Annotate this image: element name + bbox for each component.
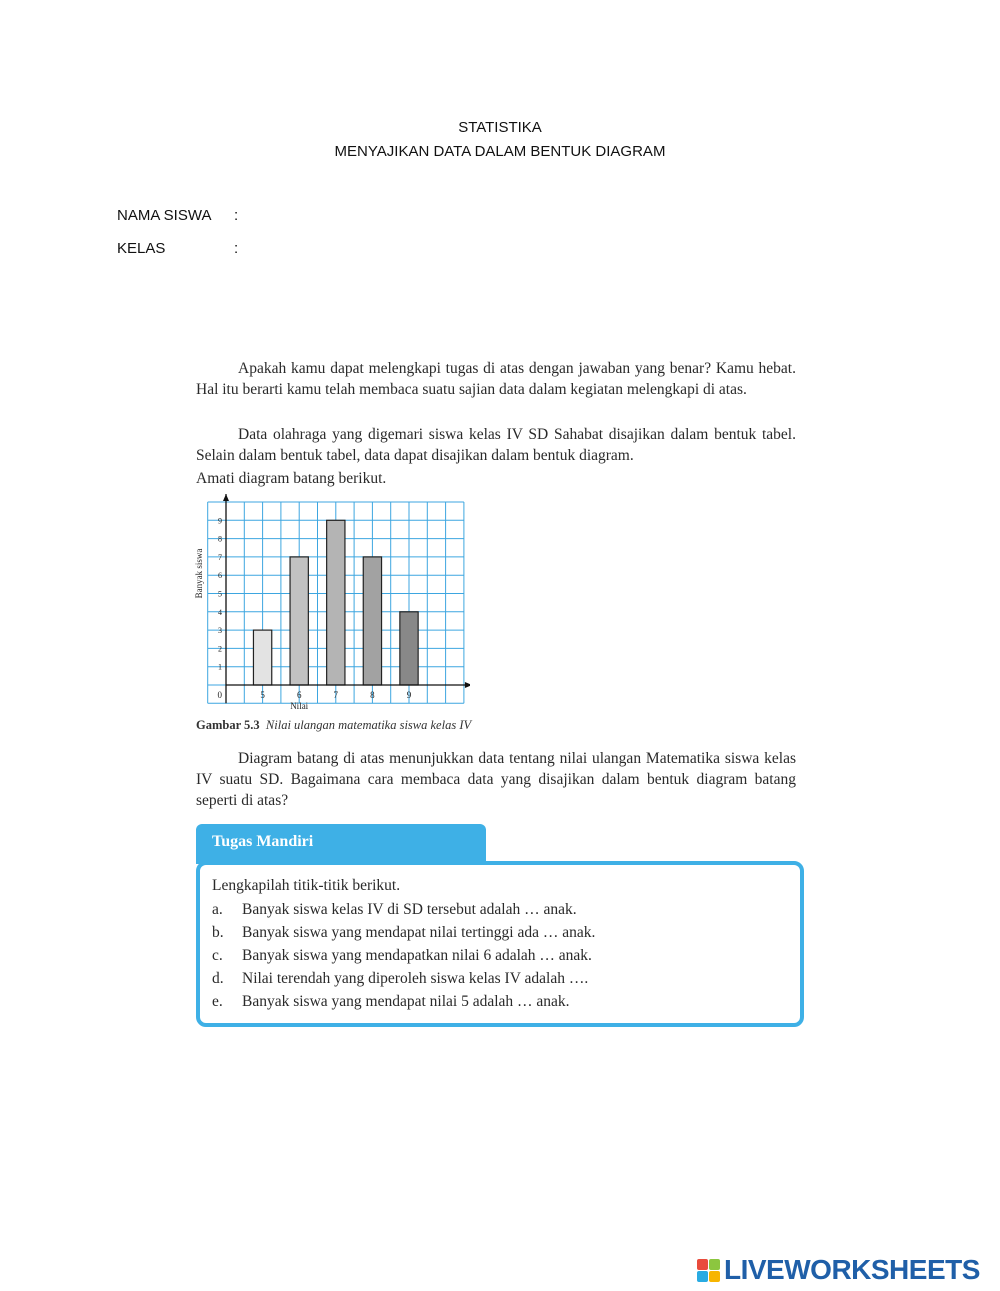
y-tick-label: 5 xyxy=(218,589,222,599)
x-axis-title: Nilai xyxy=(290,701,309,711)
field-colon-nama-siswa: : xyxy=(234,207,239,224)
page-title: STATISTIKA xyxy=(458,119,542,136)
task-item-e xyxy=(212,993,570,1011)
liveworksheets-logo-icon xyxy=(697,1259,720,1282)
task-item-letter: c. xyxy=(212,947,223,964)
task-item-c xyxy=(212,947,592,965)
paragraph-intro-text: Apakah kamu dapat melengkapi tugas di atas dengan jawaban yang benar? Kamu hebat. Hal itu berarti kamu telah membaca suatu sajian data dalam kegiatan melengkapi di atas. xyxy=(196,360,796,398)
paragraph-intro xyxy=(196,358,796,400)
x-tick-label: 6 xyxy=(296,690,302,700)
task-intro: Lengkapilah titik-titik berikut. xyxy=(212,877,401,894)
liveworksheets-logo-text: LIVEWORKSHEETS xyxy=(724,1254,980,1285)
y-tick-label: 6 xyxy=(218,571,222,581)
task-item-text: Banyak siswa yang mendapat nilai 5 adalah … anak. xyxy=(242,993,570,1010)
paragraph-observe: Amati diagram batang berikut. xyxy=(196,470,387,487)
y-tick-label: 7 xyxy=(218,552,222,562)
y-axis-arrow xyxy=(223,494,229,501)
y-tick-label: 3 xyxy=(218,626,222,636)
task-item-letter: d. xyxy=(212,970,224,987)
paragraph-data-text: Data olahraga yang digemari siswa kelas IV SD Sahabat disajikan dalam bentuk tabel. Selain dalam bentuk tabel, data dapat disajikan dalam bentuk diagram. xyxy=(196,426,796,464)
x-tick-label: 8 xyxy=(370,690,375,700)
figure-caption-text: Nilai ulangan matematika siswa kelas IV xyxy=(265,718,472,732)
task-tab-label: Tugas Mandiri xyxy=(212,833,314,850)
task-item-text: Banyak siswa yang mendapat nilai tertinggi ada … anak. xyxy=(242,924,596,941)
chart-bar-7 xyxy=(327,520,345,685)
paragraph-data xyxy=(196,424,796,466)
task-item-b xyxy=(212,924,595,942)
paragraph-explain-text: Diagram batang di atas menunjukkan data tentang nilai ulangan Matematika siswa kelas IV suatu SD. Bagaimana cara membaca data yang disajikan dalam bentuk diagram batang seperti di atas? xyxy=(196,750,796,809)
bar-chart xyxy=(190,492,470,714)
figure-caption-label: Gambar 5.3 xyxy=(196,718,260,732)
y-tick-label: 8 xyxy=(218,534,222,544)
task-box xyxy=(196,861,804,1027)
chart-bar-5 xyxy=(253,630,271,685)
field-label-nama-siswa: NAMA SISWA xyxy=(117,207,212,224)
task-item-letter: a. xyxy=(212,901,223,918)
bar-chart-svg xyxy=(190,492,470,714)
chart-bar-6 xyxy=(290,557,308,685)
x-tick-label: 7 xyxy=(333,690,339,700)
chart-bar-9 xyxy=(400,612,418,685)
y-tick-label: 2 xyxy=(218,644,222,654)
y-tick-label: 1 xyxy=(218,662,222,672)
page-subtitle: MENYAJIKAN DATA DALAM BENTUK DIAGRAM xyxy=(334,143,666,160)
figure-caption xyxy=(196,718,471,733)
x-axis-arrow xyxy=(465,682,470,688)
task-item-a xyxy=(212,901,577,919)
task-item-text: Nilai terendah yang diperoleh siswa kelas IV adalah …. xyxy=(242,970,589,987)
y-axis-title: Banyak siswa xyxy=(194,548,204,599)
origin-label: 0 xyxy=(217,690,222,700)
liveworksheets-logo[interactable] xyxy=(697,1255,980,1285)
task-item-text: Banyak siswa yang mendapatkan nilai 6 adalah … anak. xyxy=(242,947,592,964)
task-item-letter: b. xyxy=(212,924,224,941)
y-tick-label: 4 xyxy=(218,607,222,617)
task-item-d xyxy=(212,970,588,988)
x-tick-label: 9 xyxy=(406,690,412,700)
task-item-text: Banyak siswa kelas IV di SD tersebut adalah … anak. xyxy=(242,901,577,918)
field-colon-kelas: : xyxy=(234,240,239,257)
y-tick-label: 9 xyxy=(218,516,222,526)
x-tick-label: 5 xyxy=(260,690,265,700)
task-item-letter: e. xyxy=(212,993,223,1010)
field-label-kelas: KELAS xyxy=(117,240,166,257)
chart-bar-8 xyxy=(363,557,381,685)
task-tab xyxy=(196,824,486,864)
paragraph-explain xyxy=(196,748,796,811)
